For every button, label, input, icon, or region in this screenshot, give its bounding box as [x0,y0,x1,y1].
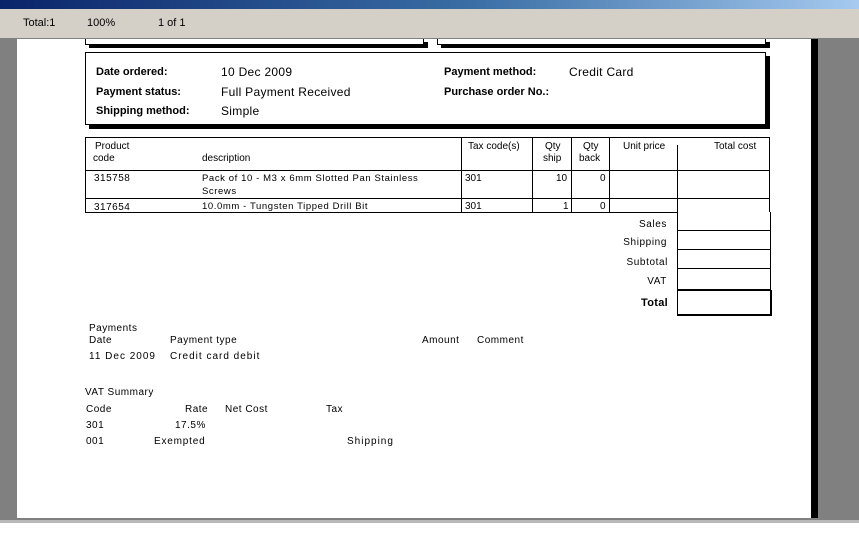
total-count: Total:1 [23,17,56,29]
payment-method-label: Payment method: [444,66,537,78]
order-info-box [85,52,766,125]
row2-qty-ship: 1 [563,201,569,212]
shipping-value-box [677,231,771,250]
row2-description: 10.0mm - Tungsten Tipped Drill Bit [202,201,369,212]
shipping-method-value: Simple [221,104,260,118]
row1-tax-code: 301 [465,173,482,184]
row1-qty-back: 0 [600,173,606,184]
viewport-bottom-edge [0,520,859,523]
vat-row2-rate: Exempted [154,436,206,447]
payments-title: Payments [89,323,138,334]
col-product-code-line1: Product [95,141,130,152]
sales-label: Sales [638,219,667,230]
payment-row-type: Credit card debit [170,351,261,362]
payments-col-type: Payment type [170,335,238,346]
vat-value-box [677,269,771,290]
vat-summary-title: VAT Summary [85,387,154,398]
total-label: Total [641,297,668,309]
col-qty-back-line1: Qty [583,141,599,152]
vat-col-tax: Tax [326,404,344,415]
col-total-cost: Total cost [714,141,757,152]
col-tax-code: Tax code(s) [468,141,520,152]
payments-col-comment: Comment [477,335,524,346]
col-qty-back-line2: back [579,153,601,164]
date-ordered-label: Date ordered: [96,66,168,78]
payments-col-date: Date [89,335,113,346]
subtotal-value-box [677,250,771,269]
total-value-box [677,290,772,316]
subtotal-label: Subtotal [626,257,668,268]
vat-row2-code: 001 [86,436,105,447]
payment-method-value: Credit Card [569,65,634,79]
vat-col-net-cost: Net Cost [225,404,268,415]
address-box-left [85,39,424,45]
vat-label: VAT [647,276,667,287]
vat-col-code: Code [86,404,112,415]
vat-col-rate: Rate [185,404,209,415]
row1-qty-ship: 10 [556,173,568,184]
page-indicator: 1 of 1 [158,17,186,29]
payments-col-amount: Amount [422,335,460,346]
zoom-level[interactable]: 100% [87,17,116,29]
row2-tax-code: 301 [465,201,482,212]
payment-status-value: Full Payment Received [221,85,351,99]
vat-row2-note: Shipping [347,436,394,447]
page-shadow [811,39,818,518]
report-status-bar [0,9,859,39]
date-ordered-value: 10 Dec 2009 [221,65,293,79]
col-qty-ship-line2: ship [543,153,562,164]
col-product-code-line2: code [93,153,115,164]
payment-row-date: 11 Dec 2009 [89,351,156,362]
row2-qty-back: 0 [600,201,606,212]
row1-description-line1: Pack of 10 - M3 x 6mm Slotted Pan Stainless [202,173,419,184]
col-qty-ship-line1: Qty [545,141,561,152]
shipping-label: Shipping [623,237,667,248]
address-box-right [437,39,766,45]
row1-code: 315758 [94,173,131,184]
shipping-method-label: Shipping method: [96,105,190,117]
payment-status-label: Payment status: [96,86,181,98]
product-table [85,137,770,215]
col-unit-price: Unit price [623,141,666,152]
row2-code: 317654 [94,202,131,213]
vat-row1-rate: 17.5% [175,420,206,431]
row1-description-line2: Screws [202,186,237,197]
sales-value-box [677,212,771,231]
purchase-order-label: Purchase order No.: [444,86,550,98]
vat-row1-code: 301 [86,420,105,431]
window-title-strip [0,0,859,9]
col-description: description [202,153,251,164]
